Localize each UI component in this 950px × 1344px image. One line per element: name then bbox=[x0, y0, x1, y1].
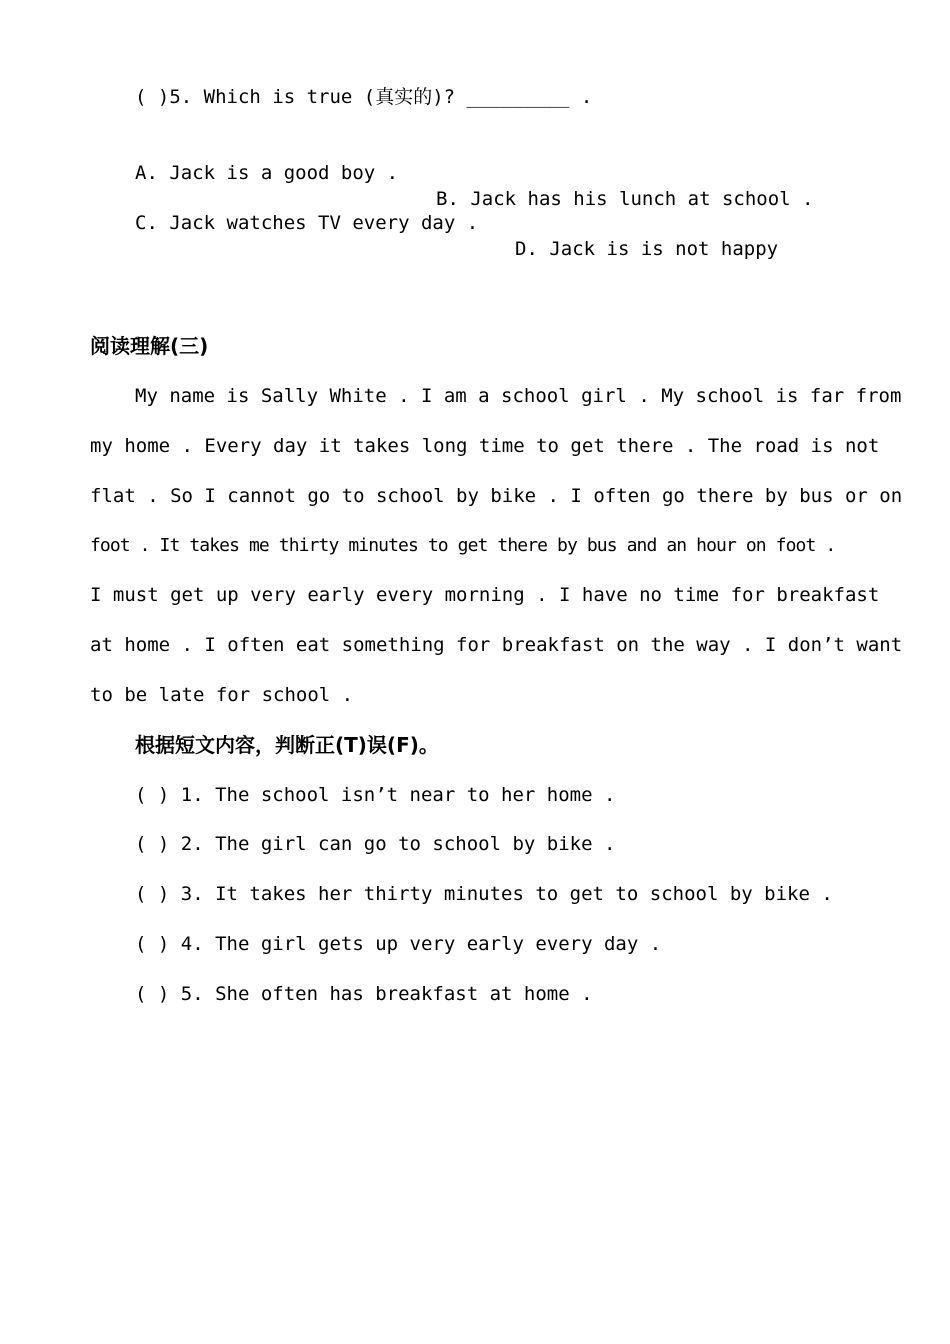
option-d: D. Jack is is not happy bbox=[515, 238, 779, 260]
statement-4: ( ) 4. The girl gets up very early every day . bbox=[135, 933, 662, 955]
statement-5: ( ) 5. She often has breakfast at home . bbox=[135, 983, 593, 1005]
statement-3: ( ) 3. It takes her thirty minutes to get to school by bike . bbox=[135, 883, 833, 905]
option-c: C. Jack watches TV every day . bbox=[135, 212, 479, 234]
passage-line-7: to be late for school . bbox=[90, 684, 354, 706]
question-5: ( )5. Which is true (真实的)? _________ . bbox=[135, 86, 593, 108]
option-b: B. Jack has his lunch at school . bbox=[436, 188, 814, 210]
passage-line-1: My name is Sally White . I am a school girl . My school is far from bbox=[135, 385, 902, 407]
instruction: 根据短文内容，判断正(T)误(F)。 bbox=[135, 733, 439, 757]
passage-line-6: at home . I often eat something for breakfast on the way . I don’t want bbox=[90, 634, 903, 656]
option-row-cd bbox=[135, 184, 915, 260]
passage-line-4: foot . It takes me thirty minutes to get there by bus and an hour on foot . bbox=[90, 535, 836, 556]
option-row-ab bbox=[135, 134, 915, 210]
passage-line-2: my home . Every day it takes long time to get there . The road is not bbox=[90, 435, 880, 457]
section-heading: 阅读理解(三) bbox=[90, 334, 209, 358]
option-a: A. Jack is a good boy . bbox=[135, 162, 399, 184]
passage-line-5: I must get up very early every morning . I have no time for breakfast bbox=[90, 584, 880, 606]
passage-line-3: flat . So I cannot go to school by bike . I often go there by bus or on bbox=[90, 485, 903, 507]
statement-1: ( ) 1. The school isn’t near to her home . bbox=[135, 784, 616, 806]
statement-2: ( ) 2. The girl can go to school by bike . bbox=[135, 833, 616, 855]
